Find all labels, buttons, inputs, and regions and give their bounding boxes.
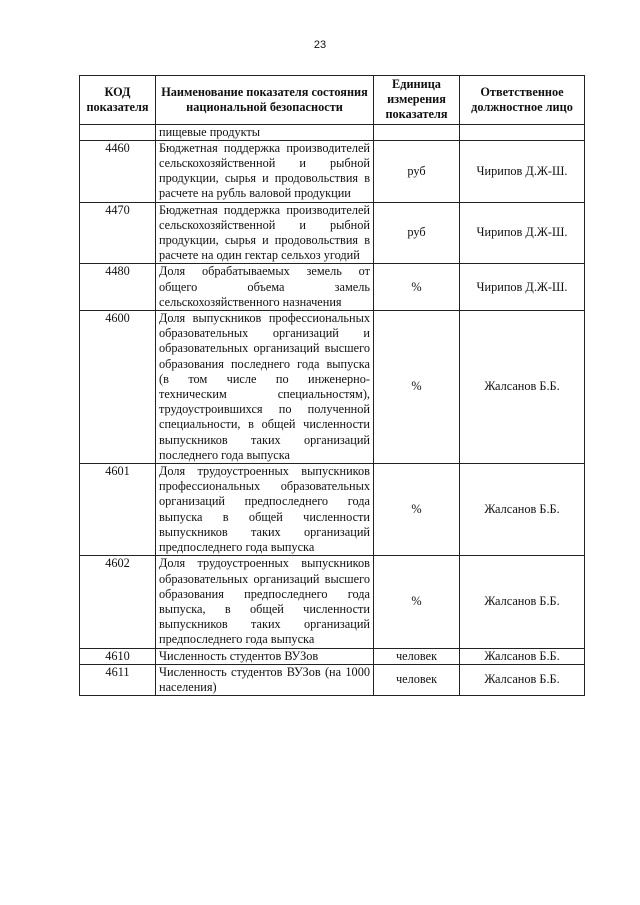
table-row (80, 556, 585, 648)
header-unit: Единица измерения показателя (374, 76, 460, 125)
cell-unit: % (374, 464, 460, 556)
cell-unit: % (374, 311, 460, 464)
table-row (80, 140, 585, 202)
header-name: Наименование показателя состояния национальной безопасности (156, 76, 374, 125)
cell-name: Бюджетная поддержка производителей сельскохозяйственной и рыбной продукции, сырья и продовольствия в расчете на один гектар сельхоз угодий (156, 202, 374, 264)
cell-responsible: Жалсанов Б.Б. (460, 464, 585, 556)
table-row (80, 264, 585, 311)
cell-name: Численность студентов ВУЗов (156, 648, 374, 664)
cell-responsible: Чирипов Д.Ж-Ш. (460, 140, 585, 202)
cell-unit: человек (374, 648, 460, 664)
table-header-row (80, 76, 585, 125)
cell-code: 4460 (80, 140, 156, 202)
cell-responsible: Чирипов Д.Ж-Ш. (460, 202, 585, 264)
cell-code: 4602 (80, 556, 156, 648)
cell-name: Численность студентов ВУЗов (на 1000 населения) (156, 664, 374, 695)
header-code: КОД показателя (80, 76, 156, 125)
table-row (80, 311, 585, 464)
indicators-table (79, 75, 585, 696)
cell-code: 4610 (80, 648, 156, 664)
cell-responsible: Жалсанов Б.Б. (460, 664, 585, 695)
cell-code: 4480 (80, 264, 156, 311)
cell-name: Доля обрабатываемых земель от общего объема замель сельскохозяйственного назначения (156, 264, 374, 311)
cell-responsible: Жалсанов Б.Б. (460, 311, 585, 464)
cell-code (80, 124, 156, 140)
cell-responsible (460, 124, 585, 140)
cell-name: Доля трудоустроенных выпускников образовательных организаций высшего образования предпоследнего года выпуска, в общей численности выпускников таких организаций предпоследнего года выпуска (156, 556, 374, 648)
cell-unit: % (374, 556, 460, 648)
cell-unit: человек (374, 664, 460, 695)
cell-unit: руб (374, 202, 460, 264)
cell-name: Доля выпускников профессиональных образовательных организаций и образовательных организаций высшего образования последнего года выпуска (в том числе по инженерно-техническим специальностям), трудоустроившихся по полученной специальности, в общей численности выпускников таких организаций последнего года выпуска (156, 311, 374, 464)
page-number: 23 (313, 39, 327, 51)
cell-code: 4611 (80, 664, 156, 695)
cell-code: 4601 (80, 464, 156, 556)
cell-code: 4600 (80, 311, 156, 464)
header-responsible: Ответственное должностное лицо (460, 76, 585, 125)
cell-name: Бюджетная поддержка производителей сельскохозяйственной и рыбной продукции, сырья и продовольствия в расчете на рубль валовой продукции (156, 140, 374, 202)
cell-responsible: Чирипов Д.Ж-Ш. (460, 264, 585, 311)
cell-responsible: Жалсанов Б.Б. (460, 556, 585, 648)
cell-name: пищевые продукты (156, 124, 374, 140)
cell-unit: руб (374, 140, 460, 202)
cell-responsible: Жалсанов Б.Б. (460, 648, 585, 664)
cell-code: 4470 (80, 202, 156, 264)
table-row (80, 202, 585, 264)
table-row (80, 648, 585, 664)
table-row (80, 124, 585, 140)
cell-name: Доля трудоустроенных выпускников профессиональных образовательных организаций предпоследнего года выпуска в общей численности выпускников таких организаций предпоследнего года выпуска (156, 464, 374, 556)
cell-unit (374, 124, 460, 140)
table-row (80, 664, 585, 695)
cell-unit: % (374, 264, 460, 311)
table-row (80, 464, 585, 556)
